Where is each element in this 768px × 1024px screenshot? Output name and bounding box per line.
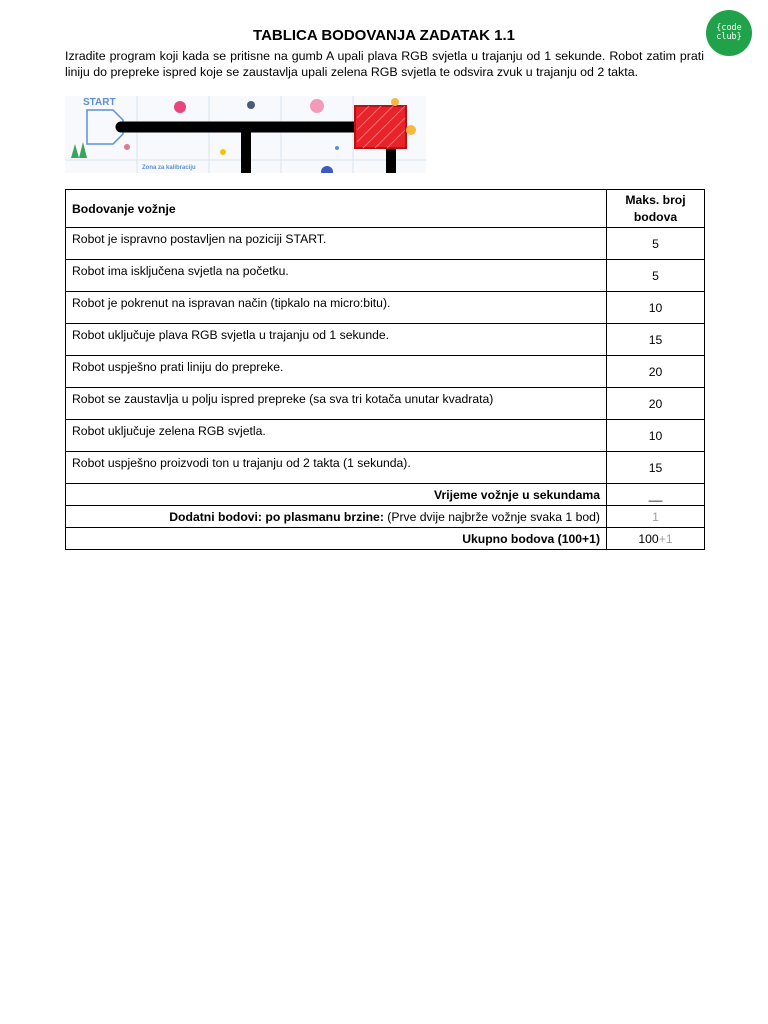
max-points-header: Maks. broj bodova	[607, 190, 705, 228]
bonus-row	[66, 506, 705, 528]
table-row	[66, 452, 705, 484]
time-value-blank: __	[607, 484, 705, 506]
track-map-drawing	[65, 96, 426, 173]
criteria-cell: Robot uključuje zelena RGB svjetla.	[66, 420, 607, 452]
table-row	[66, 228, 705, 260]
total-base: 100	[638, 531, 659, 546]
table-header-row	[66, 190, 705, 228]
start-label: START	[83, 97, 116, 108]
criteria-header: Bodovanje vožnje	[66, 190, 607, 228]
criteria-cell: Robot se zaustavlja u polju ispred prepreke (sa sva tri kotača unutar kvadrata)	[66, 388, 607, 420]
zone-label: Zona za kalibraciju	[142, 165, 196, 171]
bonus-label	[66, 506, 607, 528]
criteria-cell: Robot ima isključena svjetla na početku.	[66, 260, 607, 292]
table-row	[66, 420, 705, 452]
logo-line-2: club}	[716, 32, 742, 42]
points-cell: 20	[607, 388, 705, 420]
logo-line-1: {code	[716, 23, 742, 33]
points-cell: 10	[607, 292, 705, 324]
criteria-cell: Robot uključuje plava RGB svjetla u trajanju od 1 sekunde.	[66, 324, 607, 356]
scoring-table	[65, 189, 705, 550]
table-row	[66, 356, 705, 388]
total-label: Ukupno bodova (100+1)	[66, 528, 607, 550]
track-map-image	[65, 96, 426, 173]
points-cell: 15	[607, 324, 705, 356]
criteria-cell: Robot je ispravno postavljen na poziciji START.	[66, 228, 607, 260]
table-row	[66, 324, 705, 356]
criteria-cell: Robot uspješno proizvodi ton u trajanju od 2 takta (1 sekunda).	[66, 452, 607, 484]
points-cell: 5	[607, 228, 705, 260]
points-cell: 5	[607, 260, 705, 292]
bonus-points: 1	[607, 506, 705, 528]
points-cell: 20	[607, 356, 705, 388]
total-points	[607, 528, 705, 550]
page-title: TABLICA BODOVANJA ZADATAK 1.1	[253, 27, 515, 44]
table-row	[66, 388, 705, 420]
time-row	[66, 484, 705, 506]
total-extra: +1	[658, 531, 673, 546]
points-cell: 10	[607, 420, 705, 452]
table-row	[66, 292, 705, 324]
bonus-label-bold: Dodatni bodovi: po plasmanu brzine:	[169, 509, 384, 524]
criteria-cell: Robot je pokrenut na ispravan način (tipkalo na micro:bitu).	[66, 292, 607, 324]
time-label: Vrijeme vožnje u sekundama	[66, 484, 607, 506]
bonus-label-note: (Prve dvije najbrže vožnje svaka 1 bod)	[383, 509, 600, 524]
task-description: Izradite program koji kada se pritisne na gumb A upali plava RGB svjetla u trajanju od 1 sekunde. Robot zatim prati liniju do prepreke ispred koje se zaustavlja upali zelena RGB svjetla te odsvira zvuk u trajanju od 2 takta.	[65, 49, 704, 79]
total-row	[66, 528, 705, 550]
criteria-cell: Robot uspješno prati liniju do prepreke.	[66, 356, 607, 388]
points-cell: 15	[607, 452, 705, 484]
table-row	[66, 260, 705, 292]
